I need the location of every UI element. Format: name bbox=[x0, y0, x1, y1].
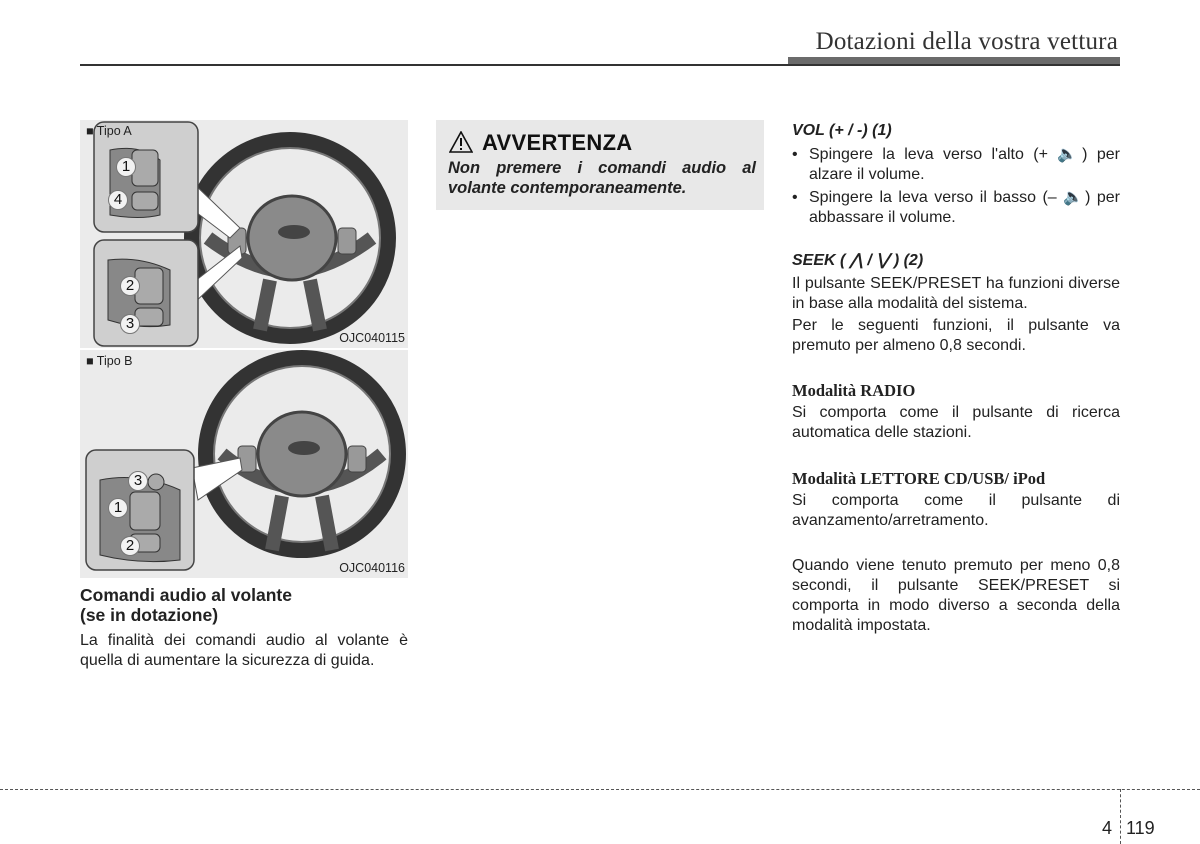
footer-divider bbox=[0, 789, 1200, 790]
callout-number: 1 bbox=[108, 498, 128, 518]
seek-final-paragraph: Quando viene tenuto premuto per meno 0,8 secondi, il pulsante SEEK/PRESET si comporta in modo diverso a seconda della modalità impostata. bbox=[792, 557, 1120, 634]
cd-section bbox=[792, 469, 1120, 531]
callout-number: 1 bbox=[116, 157, 136, 177]
page-header-title: Dotazioni della vostra vettura bbox=[815, 28, 1118, 55]
figure-label: ■ Tipo A bbox=[86, 124, 132, 138]
footer-vertical-divider bbox=[1120, 789, 1121, 844]
section-title-line2: (se in dotazione) bbox=[80, 605, 219, 625]
cd-body: Si comporta come il pulsante di avanzamento/arretramento. bbox=[792, 492, 1120, 529]
section-body: La finalità dei comandi audio al volante è quella di aumentare la sicurezza di guida. bbox=[80, 632, 408, 669]
figure-tipo-b bbox=[80, 350, 408, 578]
seek-section bbox=[792, 251, 1120, 356]
figure-code: OJC040115 bbox=[339, 331, 405, 345]
radio-section bbox=[792, 381, 1120, 443]
vol-heading: VOL (+ / -) (1) bbox=[792, 122, 892, 139]
chapter-number: 4 bbox=[1102, 818, 1113, 838]
seek-paragraph-2: Per le seguenti funzioni, il pulsante va premuto per almeno 0,8 secondi. bbox=[792, 317, 1120, 354]
seek-paragraph-1: Il pulsante SEEK/PRESET ha funzioni diverse in base alla modalità del sistema. bbox=[792, 275, 1120, 312]
vol-bullet-down: • Spingere la leva verso il basso (– 🔈) per abbassare il volume. bbox=[792, 188, 1120, 228]
callout-number: 3 bbox=[128, 471, 148, 491]
radio-body: Si comporta come il pulsante di ricerca automatica delle stazioni. bbox=[792, 404, 1120, 441]
figure-code: OJC040116 bbox=[339, 561, 405, 575]
figure-label: ■ Tipo B bbox=[86, 354, 133, 368]
vol-bullet-up: • Spingere la leva verso l'alto (+ 🔈) per alzare il volume. bbox=[792, 145, 1120, 185]
callout-number: 2 bbox=[120, 276, 140, 296]
radio-heading: Modalità RADIO bbox=[792, 381, 916, 400]
vol-bullet-list bbox=[792, 145, 1120, 228]
callout-number: 4 bbox=[108, 190, 128, 210]
vol-section bbox=[792, 121, 1120, 228]
warning-title: AVVERTENZA bbox=[482, 130, 633, 155]
section-title-line1: Comandi audio al volante bbox=[80, 585, 292, 605]
figure-tipo-a bbox=[80, 120, 408, 348]
section-title bbox=[80, 585, 410, 625]
warning-triangle-icon bbox=[449, 131, 473, 153]
warning-body: Non premere i comandi audio al volante contemporaneamente. bbox=[448, 159, 756, 197]
callout-number: 2 bbox=[120, 536, 140, 556]
seek-heading: SEEK ( ⋀ / ⋁ ) (2) bbox=[792, 252, 924, 269]
cd-heading: Modalità LETTORE CD/USB/ iPod bbox=[792, 469, 1046, 488]
header-rule bbox=[80, 64, 1120, 66]
page-number: 119 bbox=[1126, 818, 1155, 838]
callout-number: 3 bbox=[120, 314, 140, 334]
warning-box bbox=[436, 120, 764, 210]
